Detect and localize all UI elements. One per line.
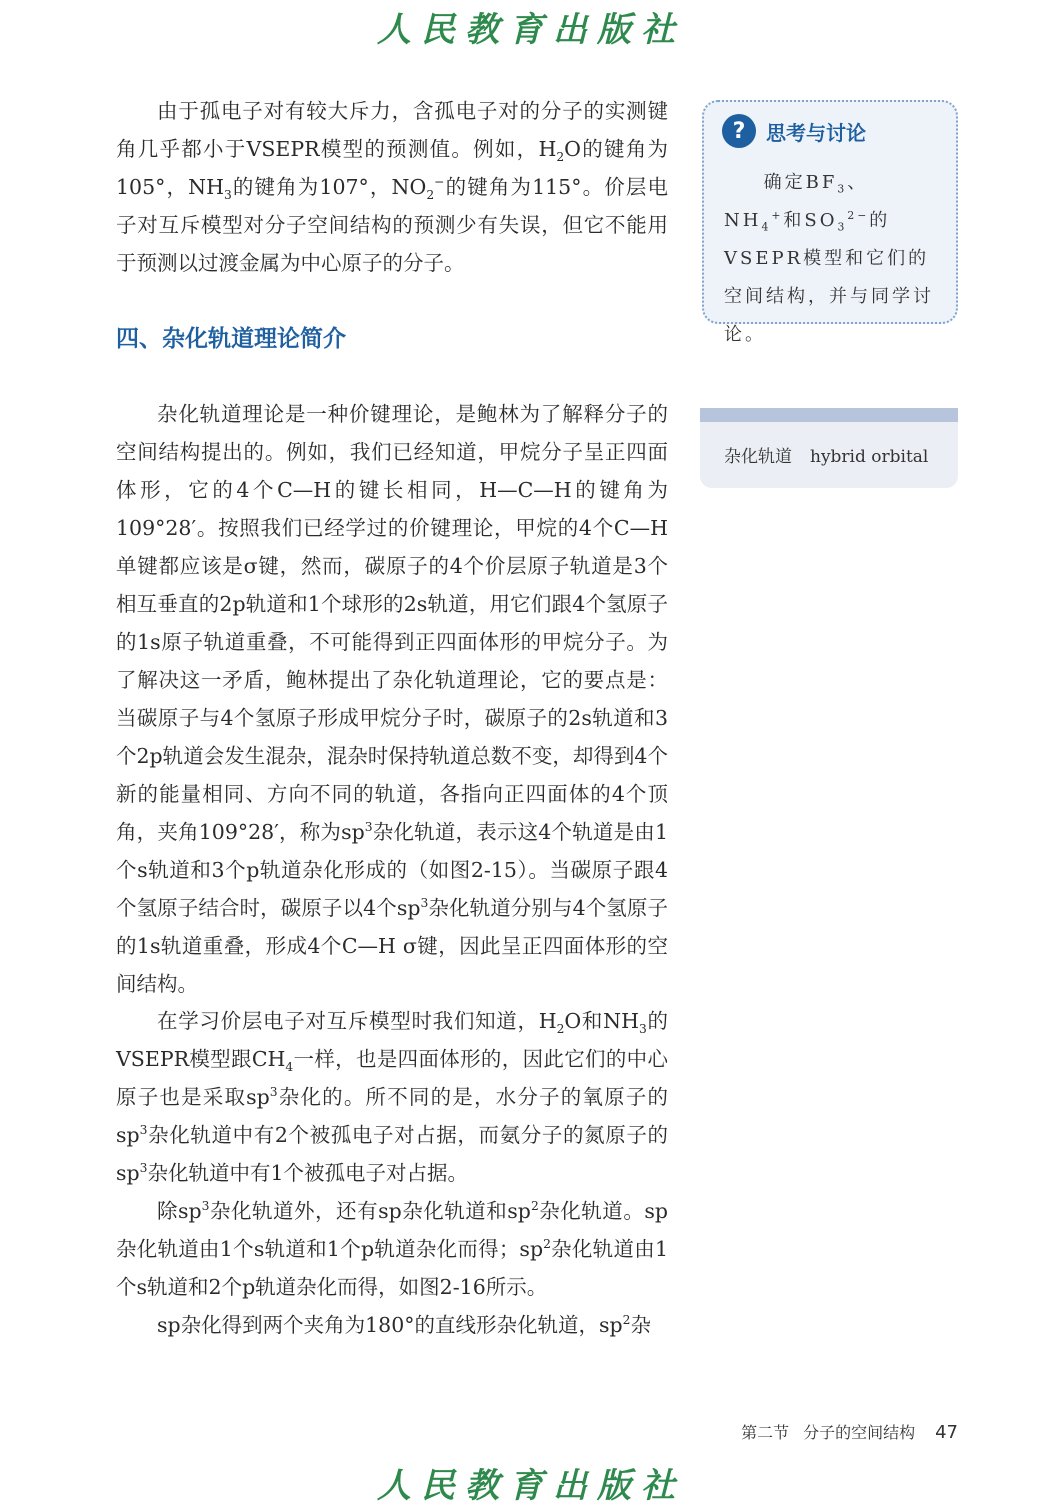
paragraphs-3-5: 在学习价层电子对互斥模型时我们知道，$H_2O$和$NH_3$的VSEPR模型跟$CH_4$一样，也是四面体形的，因此它们的中心原子也是采取$sp^3$杂化的。所不同的是，水分子的氧原子的$sp^3$杂化轨道中有2个被孤电子对占据，而氨分子的氮原子的$sp^3$杂化轨道中有1个被孤电子对占据。 除$sp^3$杂化轨道外，还有sp杂化轨道和$sp^2$杂化轨道。sp杂化轨道由1个s轨道和1个p轨道杂化而得；$sp^2$杂化轨道由1个s轨道和2个p轨道杂化而得，如图2-16所示。 sp杂化得到两个夹角为180°的直线形杂化轨道，$sp^2$杂 [116,1009,669,1337]
think-discuss-title: 思考与讨论 [766,120,866,145]
section-title: 四、杂化轨道理论简介 [116,326,346,352]
term-box [700,408,958,488]
paragraph-2: 杂化轨道理论是一种价键理论，是鲍林为了解释分子的空间结构提出的。例如，我们已经知道，甲烷分子呈正四面体形，它的4个C—H的键长相同，H—C—H的键角为109°28′。按照我们已经学过的价键理论，甲烷的4个C—H单键都应该是σ键，然而，碳原子的4个价层原子轨道是3个相互垂直的2p轨道和1个球形的2s轨道，用它们跟4个氢原子的1s原子轨道重叠，不可能得到正四面体形的甲烷分子。为了解决这一矛盾，鲍林提出了杂化轨道理论，它的要点是：当碳原子与4个氢原子形成甲烷分子时，碳原子的2s轨道和3个2p轨道会发生混杂，混杂时保持轨道总数不变，却得到4个新的能量相同、方向不同的轨道，各指向正四面体的4个顶角，夹角109°28′，称为$sp^3$杂化轨道，表示这4个轨道是由1个s轨道和3个p轨道杂化形成的（如图2-15）。当碳原子跟4个氢原子结合时，碳原子以4个$sp^3$杂化轨道分别与4个氢原子的1s轨道重叠，形成4个C—H σ键，因此呈正四面体形的空间结构。 [116,402,668,996]
publisher-logo-bottom: 人民教育出版社 [377,1466,685,1506]
page-footer [727,1420,958,1443]
page-number: 47 [935,1422,958,1443]
publisher-logo-top: 人民教育出版社 [377,10,685,50]
think-discuss-box [702,100,958,345]
footer-chapter-title: 分子的空间结构 [803,1423,916,1442]
paragraph-1: 由于孤电子对有较大斥力，含孤电子对的分子的实测键角几乎都小于VSEPR模型的预测值。例如，$H_2O$的键角为105°，$NH_3$的键角为107°，$NO_2^-$的键角为115°。价层电子对互斥模型对分子空间结构的预测少有失误，但它不能用于预测以过渡金属为中心原子的分子。 [116,99,668,275]
footer-section: 第二节 [741,1423,790,1442]
term-en: hybrid orbital [810,447,929,467]
think-discuss-body: 确定$BF_3$、$NH_4^+$和$SO_3^{2-}$的VSEPR模型和它们的空间结构，并与同学讨论。 [724,172,934,345]
discussion-icon: ? [722,114,756,148]
term-zh: 杂化轨道 [724,447,792,467]
